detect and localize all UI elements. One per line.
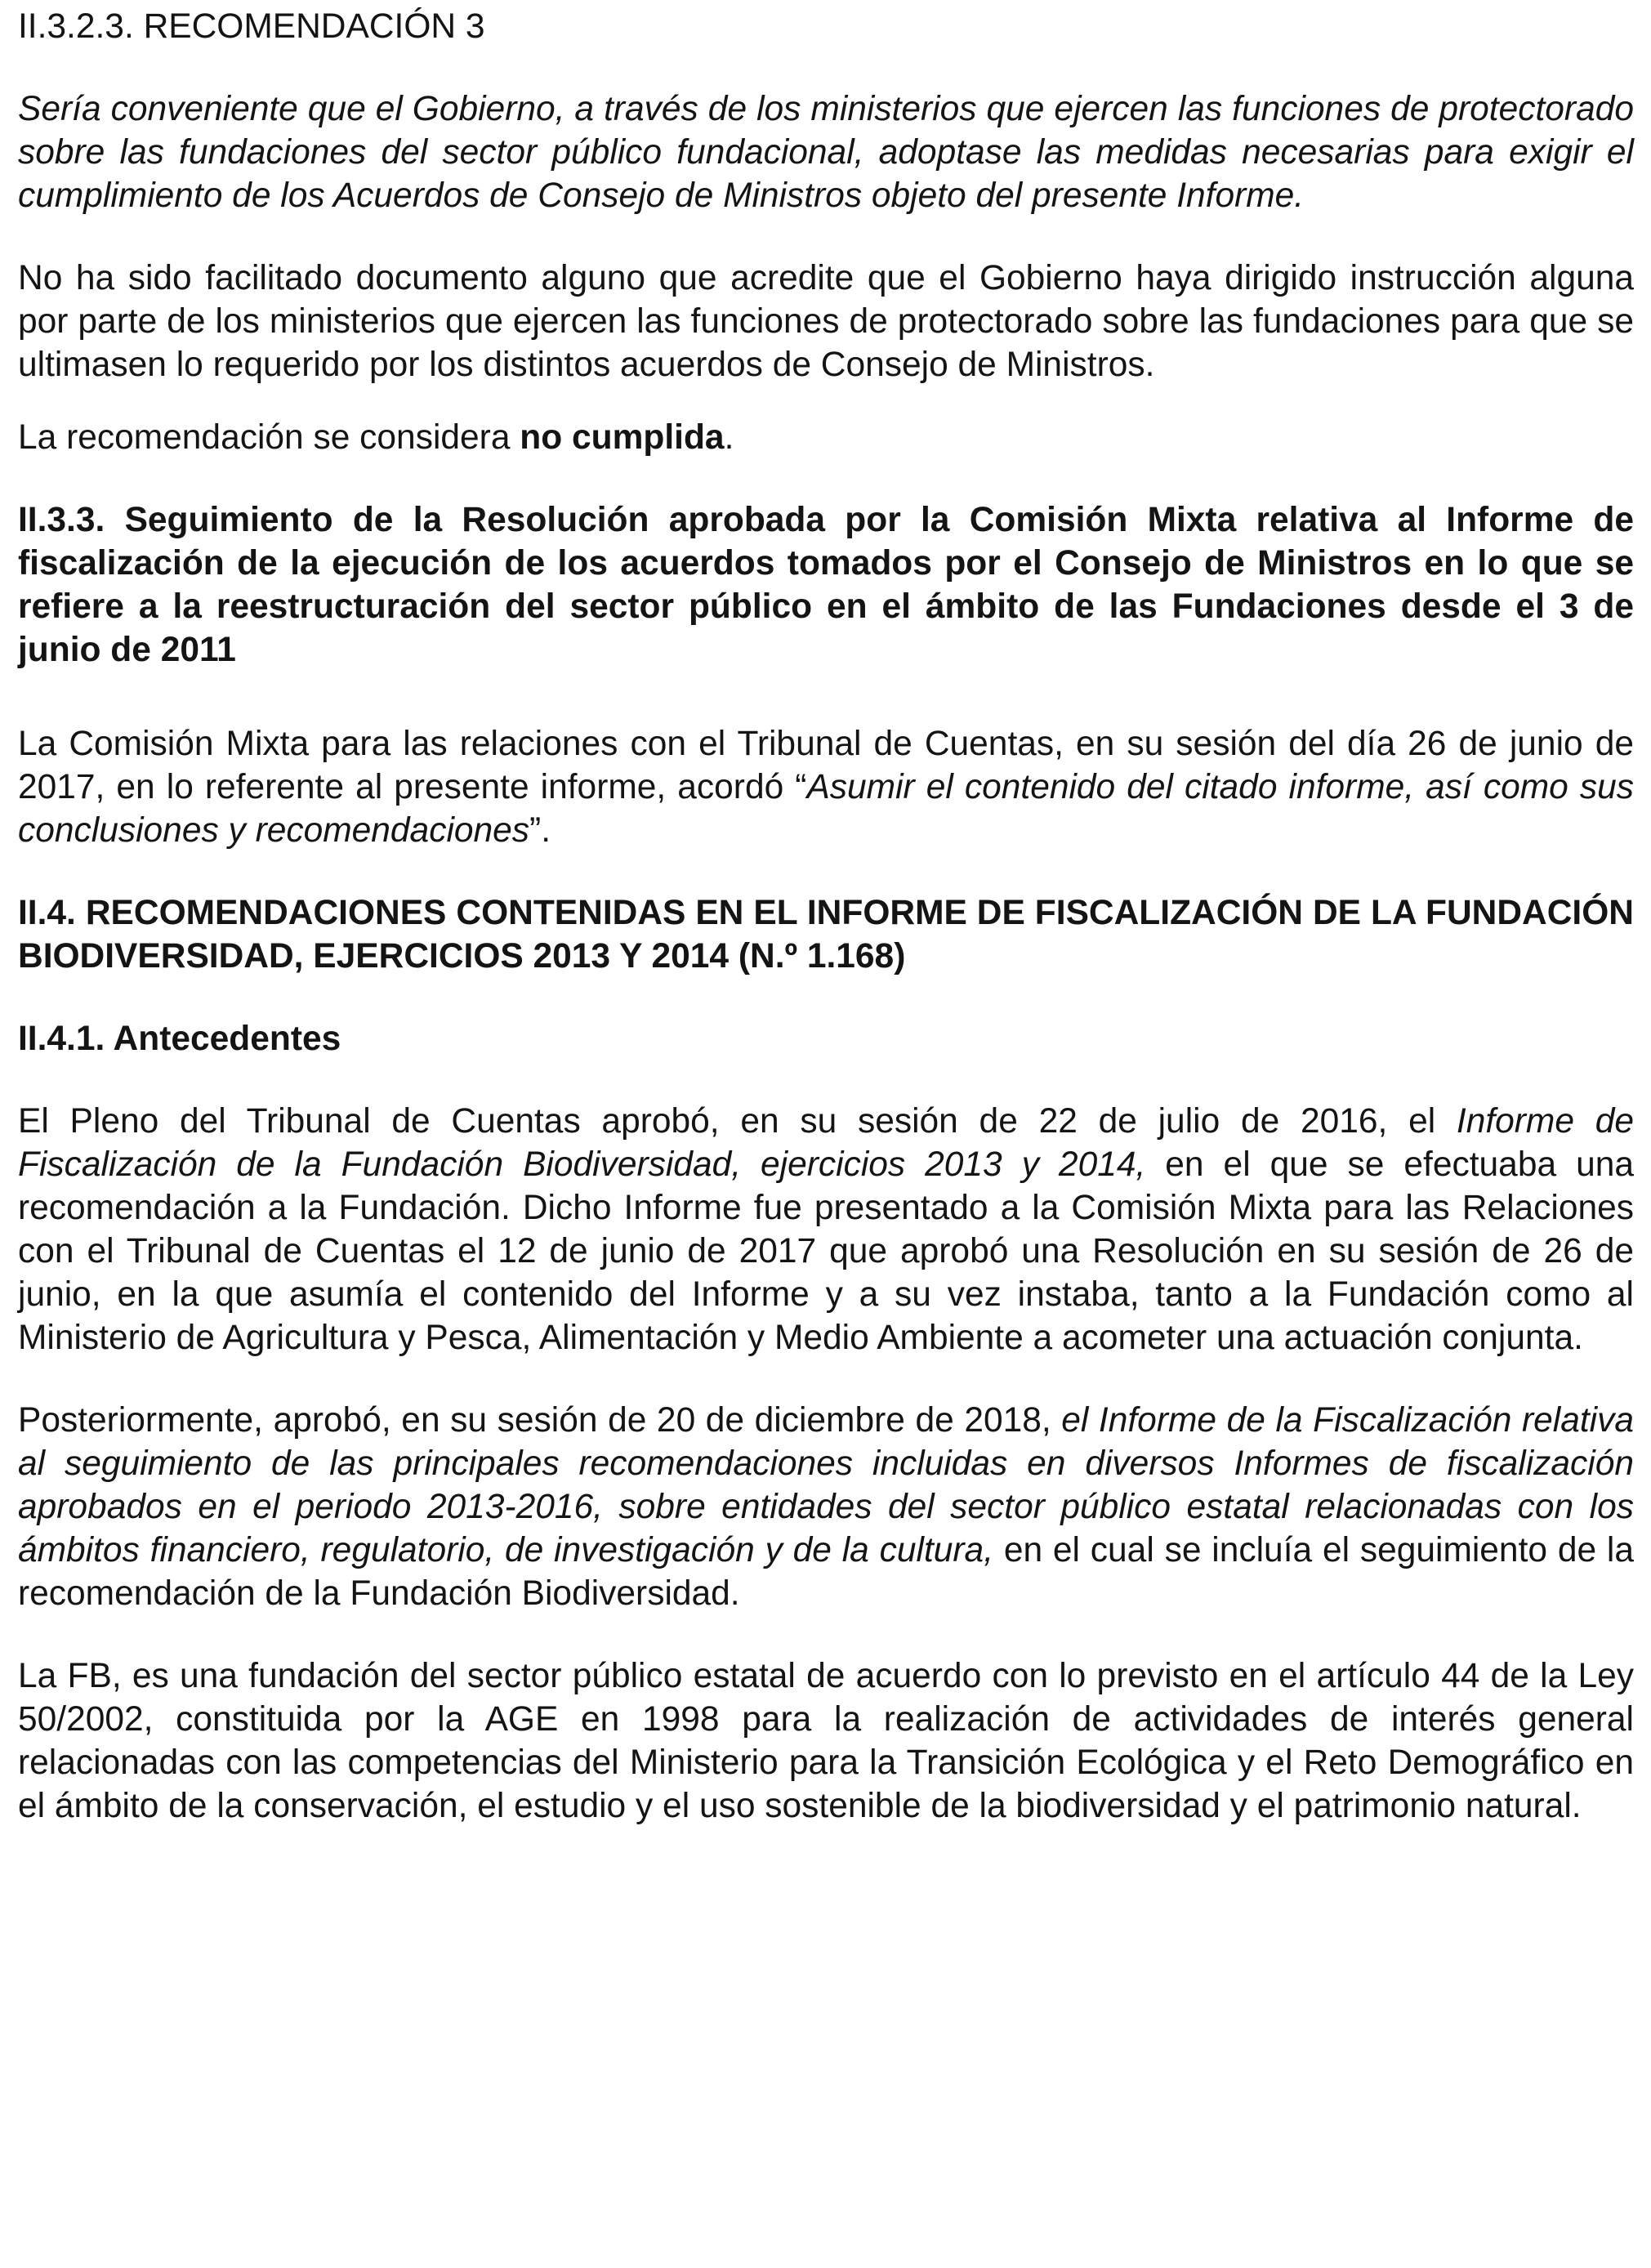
antecedentes-p1-text-b: en el que se efectuaba una recomendación a la Fundación. Dicho Informe fue presentado a la Comisión Mixta para las Relaciones con el Tribunal de Cuentas el 12 de junio de 2017 que aprobó una Resolución en su sesión de 26 de junio, en la que asumía el contenido del Informe y a su vez instaba, tanto a la Fundación como al Ministerio de Agricultura y Pesca, Alimentación y Medio Ambiente a acometer una actuación conjunta. bbox=[18, 1145, 1634, 1357]
comision-quote: Asumir el contenido del citado informe, así como sus conclusiones y recomendaciones bbox=[18, 768, 1634, 850]
antecedentes-paragraph-3: La FB, es una fundación del sector público estatal de acuerdo con lo previsto en el artículo 44 de la Ley 50/2002, constituida por la AGE en 1998 para la realización de actividades de interés general relacionadas con las competencias del Ministerio para la Transición Ecológica y el Reto Demográfico en el ámbito de la conservación, el estudio y el uso sostenible de la biodiversidad y el patrimonio natural. bbox=[18, 1657, 1634, 1825]
section-heading-antecedentes: II.4.1. Antecedentes bbox=[18, 1020, 341, 1058]
antecedentes-paragraph-1 bbox=[18, 1100, 1634, 1359]
antecedentes-p2-report-title: el Informe de la Fiscalización relativa al seguimiento de las principales recomendaciones incluidas en diversos Informes de fiscalización aprobados en el periodo 2013-2016, sobre entidades del sector público estatal relacionadas con los ámbitos financiero, regulatorio, de investigación y de la cultura, bbox=[18, 1401, 1634, 1569]
section-heading-seguimiento-resolucion: II.3.3. Seguimiento de la Resolución aprobada por la Comisión Mixta relativa al Informe de fiscalización de la ejecución de los acuerdos tomados por el Consejo de Ministros en lo que se refiere a la reestructuración del sector público en el ámbito de las Fundaciones desde el 3 de junio de 2011 bbox=[18, 501, 1634, 669]
verdict-prefix: La recomendación se considera bbox=[18, 418, 520, 457]
section-heading-recomendaciones-fundacion-biodiversidad: II.4. RECOMENDACIONES CONTENIDAS EN EL INFORME DE FISCALIZACIÓN DE LA FUNDACIÓN BIODIVERSIDAD, EJERCICIOS 2013 Y 2014 (N.º 1.168) bbox=[18, 894, 1634, 976]
recommendation-assessment: No ha sido facilitado documento alguno que acredite que el Gobierno haya dirigido instrucción alguna por parte de los ministerios que ejercen las funciones de protectorado sobre las fundaciones para que se ultimasen lo requerido por los distintos acuerdos de Consejo de Ministros. bbox=[18, 259, 1634, 384]
comision-text: La Comisión Mixta para las relaciones con el Tribunal de Cuentas, en su sesión del día 26 de junio de 2017, en lo referente al presente informe, acordó “ bbox=[18, 725, 1634, 806]
recommendation-quote: Sería conveniente que el Gobierno, a través de los ministerios que ejercen las funciones de protectorado sobre las fundaciones del sector público fundacional, adoptase las medidas necesarias para exigir el cumplimiento de los Acuerdos de Consejo de Ministros objeto del presente Informe. bbox=[18, 90, 1634, 215]
verdict-status: no cumplida bbox=[520, 418, 725, 457]
recommendation-verdict bbox=[18, 416, 1634, 459]
comision-mixta-paragraph bbox=[18, 722, 1634, 852]
antecedentes-p1-report-title: Informe de Fiscalización de la Fundación Biodiversidad, ejercicios 2013 y 2014, bbox=[18, 1102, 1634, 1184]
antecedentes-p1-text-a: El Pleno del Tribunal de Cuentas aprobó, en su sesión de 22 de julio de 2016, el bbox=[18, 1102, 1457, 1141]
verdict-suffix: . bbox=[724, 418, 734, 457]
antecedentes-paragraph-2 bbox=[18, 1399, 1634, 1615]
comision-close: ”. bbox=[529, 811, 551, 850]
antecedentes-p2-text-a: Posteriormente, aprobó, en su sesión de 20 de diciembre de 2018, bbox=[18, 1401, 1062, 1440]
section-heading-recomendacion-3: II.3.2.3. RECOMENDACIÓN 3 bbox=[18, 7, 485, 46]
antecedentes-p2-text-b: en el cual se incluía el seguimiento de la recomendación de la Fundación Biodiversidad. bbox=[18, 1531, 1634, 1613]
document-page bbox=[18, 5, 1634, 1828]
